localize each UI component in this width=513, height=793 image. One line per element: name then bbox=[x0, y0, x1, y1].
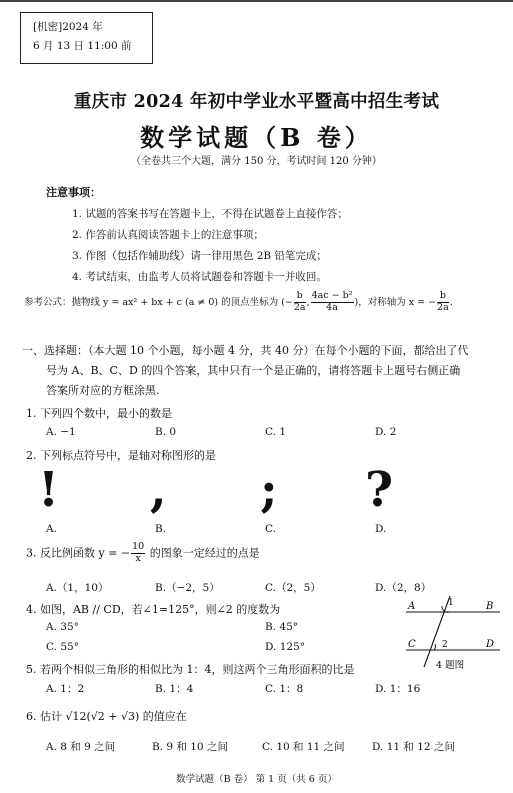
formula-comma: , bbox=[306, 296, 310, 308]
label-c: C bbox=[408, 639, 416, 650]
notes-heading: 注意事项： bbox=[46, 186, 101, 199]
q1-option-d: D. 2 bbox=[375, 426, 397, 438]
q3-option-b: B.（−2，5） bbox=[155, 582, 220, 594]
q6-option-c: C. 10 和 11 之间 bbox=[262, 741, 345, 753]
figure-caption: 4 题图 bbox=[436, 660, 465, 671]
question-2-stem: 2. 下列标点符号中，是轴对称图形的是 bbox=[26, 449, 216, 462]
question-4-stem: 4. 如图，AB // CD，若∠1=125°，则∠2 的度数为 bbox=[26, 603, 281, 616]
confidential-line2: 6 月 13 日 11:00 前 bbox=[33, 40, 132, 52]
q4-option-b: B. 45° bbox=[265, 621, 299, 633]
confidential-box bbox=[20, 12, 153, 64]
parallel-lines-figure bbox=[400, 592, 508, 672]
axis-fraction bbox=[437, 291, 449, 314]
q2-option-b: B. bbox=[155, 523, 167, 535]
q4-option-a: A. 35° bbox=[46, 621, 79, 633]
q5-option-c: C. 1：8 bbox=[265, 683, 304, 695]
question-glyph: ? bbox=[365, 462, 394, 518]
q2-option-d: D. bbox=[375, 523, 387, 535]
label-a: A bbox=[408, 601, 416, 612]
q5-option-a: A. 1：2 bbox=[46, 683, 85, 695]
question-5-stem: 5. 若两个相似三角形的相似比为 1：4，则这两个三角形面积的比是 bbox=[26, 663, 355, 676]
q5-option-d: D. 1：16 bbox=[375, 683, 421, 695]
fraction-denominator: x bbox=[135, 552, 141, 564]
q3-option-d: D.（2，8） bbox=[375, 582, 432, 594]
comma-glyph: , bbox=[150, 462, 167, 518]
q3-option-a: A.（1，10） bbox=[46, 582, 109, 594]
reference-formula bbox=[24, 291, 453, 314]
exclamation-glyph: ! bbox=[38, 462, 60, 518]
q6-option-a: A. 8 和 9 之间 bbox=[46, 741, 116, 753]
page-footer: 数学试题（B 卷） 第 1 页（共 6 页） bbox=[176, 774, 337, 785]
fraction-denominator: 2a bbox=[437, 301, 449, 313]
semicolon-glyph: ; bbox=[260, 462, 278, 518]
q3-stem-prefix: 3. 反比例函数 y = − bbox=[26, 546, 131, 560]
formula-end: . bbox=[449, 296, 453, 308]
confidential-line1: [机密]2024 年 bbox=[33, 21, 103, 33]
section1-line1: 一、选择题：（本大题 10 个小题，每小题 4 分，共 40 分）在每个小题的下面，都给出了代 bbox=[22, 344, 469, 357]
note-item-3: 3. 作图（包括作辅助线）请一律用黑色 2B 铅笔完成； bbox=[72, 250, 327, 262]
question-6-stem: 6. 估计 √12(√2 + √3) 的值应在 bbox=[26, 710, 187, 723]
question-3-stem bbox=[26, 542, 260, 565]
q1-option-b: B. 0 bbox=[155, 426, 177, 438]
vertex-x-fraction bbox=[294, 291, 306, 314]
fraction-denominator: 2a bbox=[293, 301, 306, 313]
q5-option-b: B. 1：4 bbox=[155, 683, 194, 695]
q6-option-d: D. 11 和 12 之间 bbox=[372, 741, 455, 753]
angle-2-arc bbox=[434, 644, 435, 650]
fraction-numerator: 10 bbox=[132, 541, 145, 552]
note-item-2: 2. 作答前认真阅读答题卡上的注意事项； bbox=[72, 229, 264, 241]
exam-title: 重庆市 2024 年初中学业水平暨高中招生考试 bbox=[73, 92, 440, 112]
transversal-line bbox=[424, 596, 450, 667]
q2-option-a: A. bbox=[46, 523, 57, 535]
vertex-y-fraction bbox=[311, 291, 354, 314]
q3-option-c: C.（2，5） bbox=[265, 582, 321, 594]
label-d: D bbox=[486, 639, 495, 650]
note-item-1: 1. 试题的答案书写在答题卡上，不得在试题卷上直接作答； bbox=[72, 208, 348, 220]
q1-option-a: A. −1 bbox=[46, 426, 76, 438]
q1-option-c: C. 1 bbox=[265, 426, 287, 438]
fraction-numerator: b bbox=[294, 291, 306, 303]
fraction-denominator: 4a bbox=[326, 301, 338, 313]
q4-option-c: C. 55° bbox=[46, 641, 79, 653]
q2-option-c: C. bbox=[265, 523, 276, 535]
formula-prefix: 参考公式：抛物线 y = ax² + bx + c (a ≠ 0) 的顶点坐标为 (− bbox=[24, 296, 293, 308]
q3-stem-suffix: 的图象一定经过的点是 bbox=[146, 546, 260, 560]
formula-middle: )，对称轴为 x = − bbox=[354, 296, 437, 308]
section1-line2: 号为 A、B、C、D 的四个答案，其中只有一个是正确的，请将答题卡上题号右侧正确 bbox=[46, 364, 461, 377]
q6-option-b: B. 9 和 10 之间 bbox=[152, 741, 228, 753]
section1-line3: 答案所对应的方框涂黑. bbox=[46, 384, 160, 397]
q4-option-d: D. 125° bbox=[265, 641, 306, 653]
top-border bbox=[0, 0, 513, 2]
angle-2-label: 2 bbox=[442, 640, 448, 650]
subject-title: 数学试题（B 卷） bbox=[140, 123, 373, 152]
q3-fraction bbox=[131, 542, 145, 565]
label-b: B bbox=[486, 601, 494, 612]
question-1-stem: 1. 下列四个数中，最小的数是 bbox=[26, 407, 172, 420]
angle-1-label: 1 bbox=[448, 598, 454, 608]
exam-info: （全卷共三个大题，满分 150 分，考试时间 120 分钟） bbox=[131, 156, 382, 167]
fraction-numerator: 4ac − b² bbox=[311, 290, 353, 301]
fraction-numerator: b bbox=[437, 291, 449, 303]
note-item-4: 4. 考试结束，由监考人员将试题卷和答题卡一并收回。 bbox=[72, 271, 327, 283]
